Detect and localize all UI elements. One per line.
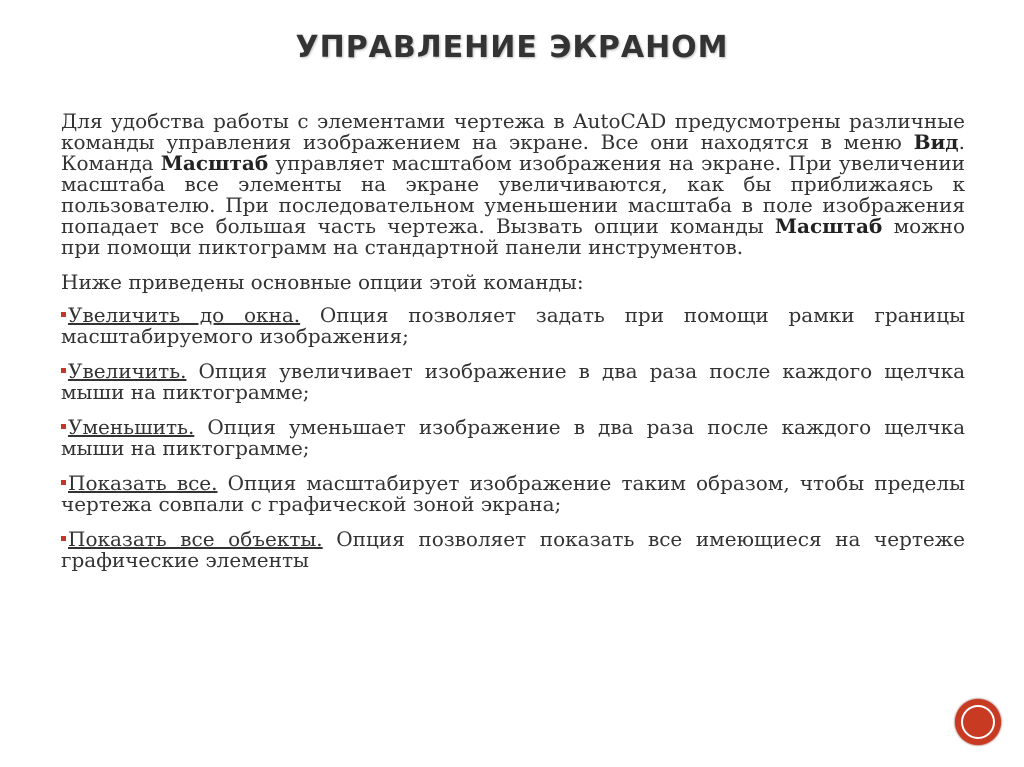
option-text: Опция позволяет показать все имеющиеся на чертеже графические элементы bbox=[61, 527, 966, 572]
option-text: Опция уменьшает изображение в два раза после каждого щелчка мыши на пиктограмме; bbox=[61, 415, 965, 460]
intro-text-1: Для удобства работы с элементами чертежа в AutoCAD предусмотрены различные команды управления изображением на экране. Все они находятся в меню bbox=[61, 109, 965, 154]
option-item bbox=[61, 305, 965, 347]
option-term: Увеличить. bbox=[68, 359, 187, 383]
option-text: Опция позволяет задать при помощи рамки границы масштабируемого изображения; bbox=[61, 303, 965, 348]
bullet-square-icon bbox=[61, 536, 66, 541]
slide-content bbox=[61, 111, 965, 585]
option-item bbox=[61, 417, 965, 459]
option-term: Показать все. bbox=[68, 471, 218, 495]
option-term: Показать все объекты. bbox=[68, 527, 323, 551]
bullet-square-icon bbox=[61, 312, 66, 317]
intro-text-3: управляет масштабом изображения на экране. При увеличении масштаба все элементы на экране увеличиваются, как бы приближаясь к пользователю. При последовательном уменьшении масштаба в поле изображения попадает все большая часть чертежа. Вызвать опции команды bbox=[61, 151, 965, 238]
intro-text-4: можно при помощи пиктограмм на стандартной панели инструментов. bbox=[61, 214, 965, 259]
bullet-square-icon bbox=[61, 368, 66, 373]
option-term: Увеличить до окна. bbox=[68, 303, 301, 327]
command-name: Масштаб bbox=[160, 151, 269, 175]
next-slide-button[interactable] bbox=[955, 699, 1001, 745]
option-term: Уменьшить. bbox=[68, 415, 195, 439]
option-text: Опция увеличивает изображение в два раза после каждого щелчка мыши на пиктограмме; bbox=[61, 359, 965, 404]
option-text: Опция масштабирует изображение таким образом, чтобы пределы чертежа совпали с графической зоной экрана; bbox=[61, 471, 966, 516]
option-item bbox=[61, 529, 965, 571]
option-item bbox=[61, 473, 965, 515]
intro-paragraph bbox=[61, 111, 965, 258]
intro-text-2: . Команда bbox=[61, 130, 965, 175]
option-item bbox=[61, 361, 965, 403]
options-lead: Ниже приведены основные опции этой команды: bbox=[61, 270, 584, 294]
command-name-2: Масштаб bbox=[774, 214, 883, 238]
menu-name: Вид bbox=[913, 130, 959, 154]
page-title: УПРАВЛЕНИЕ ЭКРАНОМ bbox=[295, 30, 729, 65]
bullet-square-icon bbox=[61, 424, 66, 429]
bullet-square-icon bbox=[61, 480, 66, 485]
